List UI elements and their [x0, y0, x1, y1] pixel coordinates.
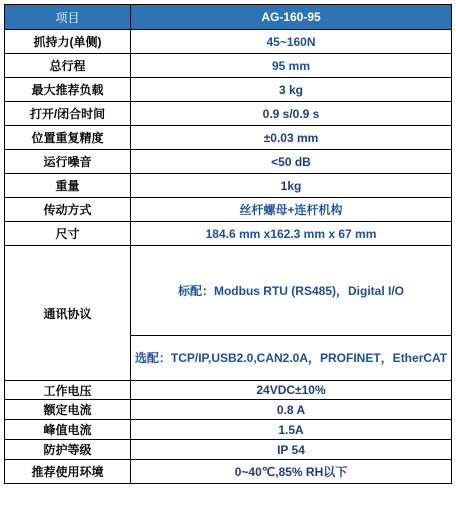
table-row — [5, 30, 452, 54]
row-value: IP 54 — [131, 440, 452, 460]
row-value: <50 dB — [131, 150, 452, 174]
row-value: 3 kg — [131, 78, 452, 102]
row-label: 位置重复精度 — [5, 126, 131, 150]
row-label: 重量 — [5, 174, 131, 198]
row-label: 抓持力(单侧) — [5, 30, 131, 54]
row-label: 通讯协议 — [5, 246, 131, 381]
row-label: 推荐使用环境 — [5, 460, 131, 484]
table-row — [5, 174, 452, 198]
table-row — [5, 381, 452, 400]
row-label: 工作电压 — [5, 381, 131, 400]
row-label: 额定电流 — [5, 400, 131, 420]
row-value: 1.5A — [131, 420, 452, 440]
header-model: AG-160-95 — [131, 5, 452, 30]
table-header-row — [5, 5, 452, 30]
row-value: 24VDC±10% — [131, 381, 452, 400]
spec-table — [4, 4, 452, 484]
table-row — [5, 460, 452, 484]
table-row — [5, 150, 452, 174]
row-value: 0.9 s/0.9 s — [131, 102, 452, 126]
row-value: 丝杆螺母+连杆机构 — [131, 198, 452, 222]
row-value: 184.6 mm x162.3 mm x 67 mm — [131, 222, 452, 246]
table-row — [5, 246, 452, 336]
header-item: 项目 — [5, 5, 131, 30]
row-label: 峰值电流 — [5, 420, 131, 440]
table-row — [5, 400, 452, 420]
row-label: 运行噪音 — [5, 150, 131, 174]
row-value: 95 mm — [131, 54, 452, 78]
table-row — [5, 420, 452, 440]
row-value: ±0.03 mm — [131, 126, 452, 150]
row-label: 防护等级 — [5, 440, 131, 460]
row-label: 最大推荐负载 — [5, 78, 131, 102]
table-row — [5, 54, 452, 78]
row-label: 传动方式 — [5, 198, 131, 222]
table-row — [5, 198, 452, 222]
protocol-optional: 选配：TCP/IP,USB2.0,CAN2.0A，PROFINET，EtherCAT — [131, 336, 452, 381]
row-value: 1kg — [131, 174, 452, 198]
table-row — [5, 222, 452, 246]
table-row — [5, 102, 452, 126]
table-row — [5, 126, 452, 150]
table-row — [5, 78, 452, 102]
row-label: 尺寸 — [5, 222, 131, 246]
row-label: 总行程 — [5, 54, 131, 78]
row-label: 打开/闭合时间 — [5, 102, 131, 126]
table-row — [5, 440, 452, 460]
row-value: 45~160N — [131, 30, 452, 54]
protocol-standard: 标配：Modbus RTU (RS485)，Digital I/O — [131, 246, 452, 336]
row-value: 0.8 A — [131, 400, 452, 420]
row-value: 0~40℃,85% RH以下 — [131, 460, 452, 484]
